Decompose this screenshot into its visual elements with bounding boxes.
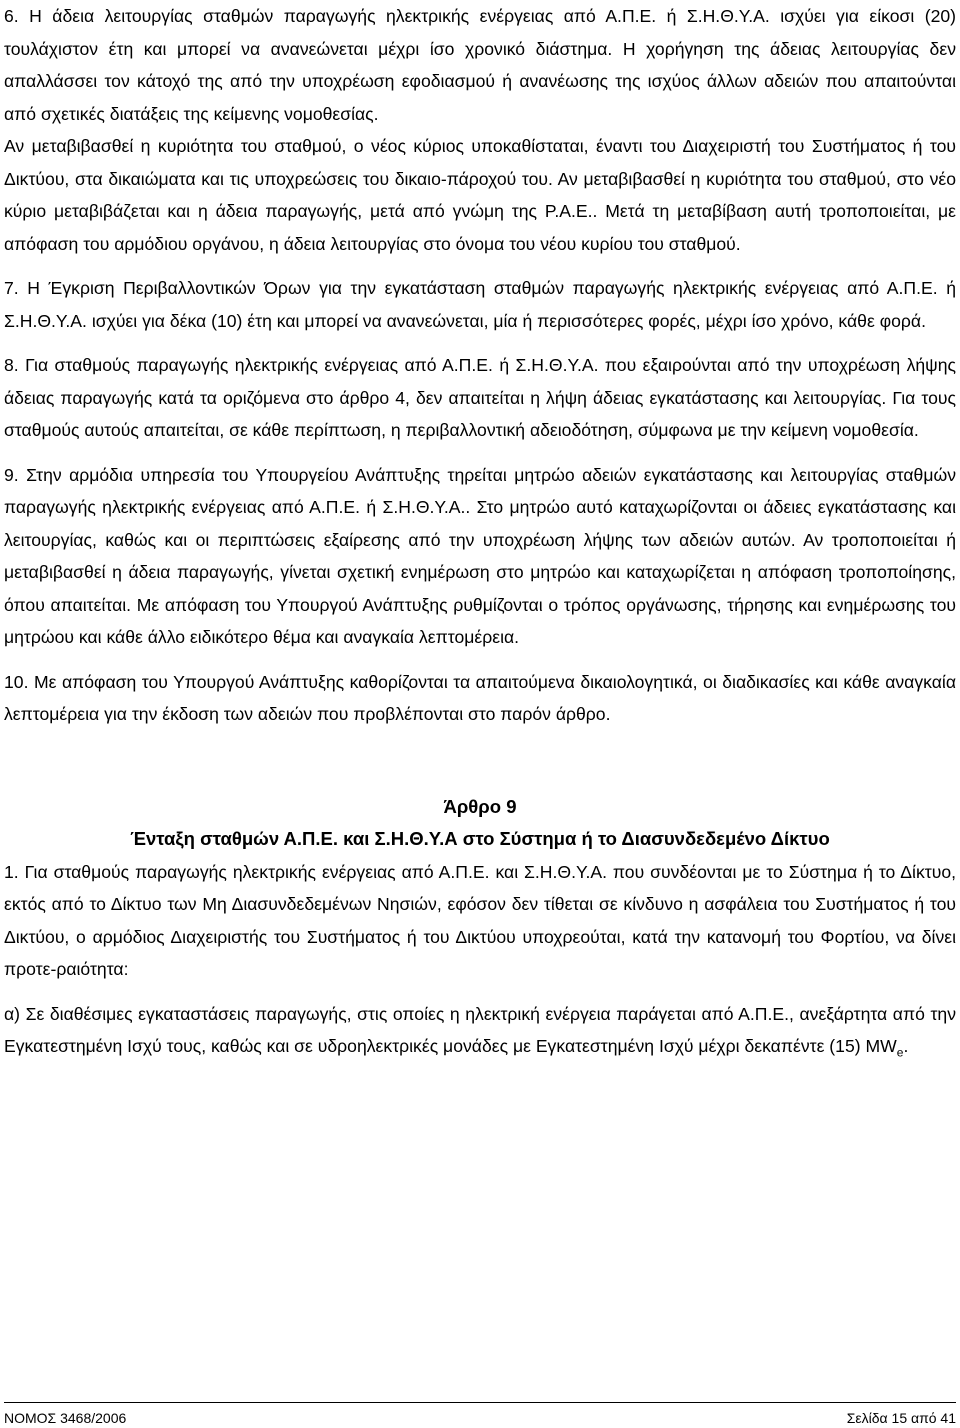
paragraph-8: 8. Για σταθμούς παραγωγής ηλεκτρικής ενέργειας από Α.Π.Ε. ή Σ.Η.Θ.Υ.Α. που εξαιρούνται από την υποχρέωση λήψης άδειας παραγωγής κατά τα οριζόμενα στο άρθρο 4, δεν απαιτείται η λήψη άδειας εγκατάστασης και λειτουργίας. Για τους σταθμούς αυτούς απαιτείται, σε κάθε περίπτωση, η περιβαλλοντική αδειοδότηση, σύμφωνα με την κείμενη νομοθεσία. bbox=[4, 355, 956, 440]
paragraph-9: 9. Στην αρμόδια υπηρεσία του Υπουργείου Ανάπτυξης τηρείται μητρώο αδειών εγκατάστασης και λειτουργίας σταθμών παραγωγής ηλεκτρικής ενέργειας από Α.Π.Ε. ή Σ.Η.Θ.Υ.Α.. Στο μητρώο αυτό καταχωρίζονται οι άδειες εγκατάστασης και λειτουργίας, καθώς και οι περιπτώσεις εξαίρεσης από την υποχρέωση λήψης των αδειών αυτών. Αν τροποποιείται ή μεταβιβασθεί η άδεια παραγωγής, γίνεται σχετική ενημέρωση στο μητρώο και καταχωρίζεται η απόφαση τροποποίησης, όπου απαιτείται. Με απόφαση του Υπουργού Ανάπτυξης ρυθμίζονται ο τρόπος οργάνωσης, τήρησης και ενημέρωσης του μητρώου και κάθε άλλο ειδικότερο θέμα και αναγκαία λεπτομέρεια. bbox=[4, 464, 956, 647]
paragraph-6-transfer: Αν μεταβιβασθεί η κυριότητα του σταθμού, ο νέος κύριος υποκαθίσταται, έναντι του Διαχειριστή του Συστήματος ή του Δικτύου, στα δικαιώματα και τις υποχρεώσεις του δικαιο-πάροχού του. Αν μεταβιβασθεί η κυριότητα του σταθμού, στο νέο κύριο μεταβιβάζεται και η άδεια παραγωγής, μετά από γνώμη της Ρ.Α.Ε.. Μετά τη μεταβίβαση αυτή τροποποιείται, με απόφαση του αρμόδιου οργάνου, η άδεια λειτουργίας στο όνομα του νέου κυρίου του σταθμού. bbox=[4, 136, 956, 254]
document-page bbox=[4, 0, 956, 1069]
article-paragraph-1: 1. Για σταθμούς παραγωγής ηλεκτρικής ενέργειας από Α.Π.Ε. και Σ.Η.Θ.Υ.Α. που συνδέονται με το Σύστημα ή το Δίκτυο, εκτός από το Δίκτυο των Μη Διασυνδεδεμένων Νησιών, εφόσον δεν τίθεται σε κίνδυνο η ασφάλεια του Συστήματος ή του Δικτύου, ο αρμόδιος Διαχειριστής του Συστήματος ή του Δικτύου υποχρεούται, κατά την κατανομή του Φορτίου, να δίνει προτε-ραιότητα: bbox=[4, 861, 956, 979]
footer-rule bbox=[4, 1402, 956, 1403]
paragraph-6: 6. Η άδεια λειτουργίας σταθμών παραγωγής ηλεκτρικής ενέργειας από Α.Π.Ε. ή Σ.Η.Θ.Υ.Α. ισχύει για είκοσι (20) τουλάχιστον έτη και μπορεί να ανανεώνεται μέχρι ίσο χρονικό διάστημα. Η χορήγηση της άδειας λειτουργίας δεν απαλλάσσει τον κάτοχό της από την υποχρέωση εφοδιασμού ή ανανέωσης της ισχύος άλλων αδειών που απαιτούνται από σχετικές διατάξεις της κείμενης νομοθεσίας. bbox=[4, 6, 956, 124]
article-paragraph-1a bbox=[4, 998, 956, 1070]
article-paragraph-1a-text: α) Σε διαθέσιμες εγκαταστάσεις παραγωγής, στις οποίες η ηλεκτρική ενέργεια παράγεται από Α.Π.Ε., ανεξάρτητα από την Εγκατεστημένη Ισχύ τους, καθώς και σε υδροηλεκτρικές μονάδες με Εγκατεστημένη Ισχύ μέχρι δεκαπέντε (15) MW bbox=[4, 1003, 956, 1056]
unit-subscript: e bbox=[896, 1045, 904, 1060]
article-title: Ένταξη σταθμών Α.Π.Ε. και Σ.Η.Θ.Υ.Α στο Σύστημα ή το Διασυνδεδεμένο Δίκτυο bbox=[130, 828, 830, 849]
footer-page-number: Σελίδα 15 από 41 bbox=[846, 1410, 956, 1426]
page-footer bbox=[4, 1402, 956, 1426]
article-number: Άρθρο 9 bbox=[443, 795, 517, 817]
article-paragraph-1a-end: . bbox=[903, 1036, 909, 1056]
paragraph-7: 7. Η Έγκριση Περιβαλλοντικών Όρων για την εγκατάσταση σταθμών παραγωγής ηλεκτρικής ενέργειας από Α.Π.Ε. ή Σ.Η.Θ.Υ.Α. ισχύει για δέκα (10) έτη και μπορεί να ανανεώνεται, μία ή περισσότερες φορές, μέχρι ίσο χρόνο, κάθε φορά. bbox=[4, 278, 956, 331]
paragraph-10: 10. Με απόφαση του Υπουργού Ανάπτυξης καθορίζονται τα απαιτούμενα δικαιολογητικά, οι διαδικασίες και κάθε αναγκαία λεπτομέρεια για την έκδοση των αδειών που προβλέπονται στο παρόν άρθρο. bbox=[4, 671, 956, 724]
footer-law-number: ΝΟΜΟΣ 3468/2006 bbox=[4, 1410, 127, 1426]
